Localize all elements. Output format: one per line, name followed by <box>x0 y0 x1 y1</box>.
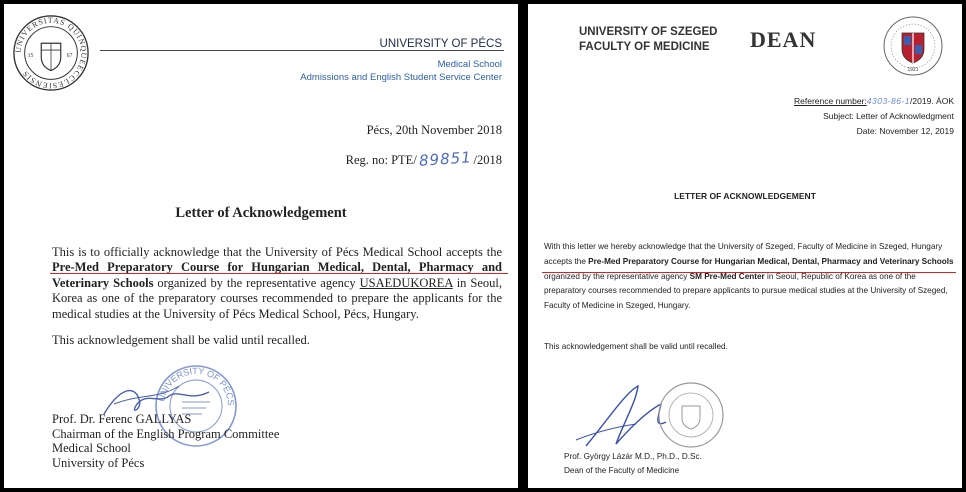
signature-block <box>52 412 279 470</box>
red-highlight-underline <box>50 273 508 274</box>
reg-handwritten-number: 89851 <box>418 148 473 170</box>
department-name: Admissions and English Student Service Center <box>300 72 502 83</box>
university-name-line1: UNIVERSITY OF SZEGED <box>579 26 718 38</box>
body-part-1: This is to officially acknowledge that the University of Pécs Medical School accepts the <box>52 245 502 259</box>
letter-body <box>544 240 954 314</box>
reg-suffix: /2018 <box>473 153 502 167</box>
signatory-name: Prof. Dr. Ferenc GALLYAS <box>52 412 192 426</box>
place-date: Pécs, 20th November 2018 <box>366 123 502 137</box>
header-rule <box>100 50 504 51</box>
seal-year-right: 67 <box>66 52 73 59</box>
szeged-letter <box>528 4 962 488</box>
ref-handwritten: 4303-86-1 <box>866 96 911 106</box>
dean-heading: DEAN <box>750 27 817 52</box>
letter-title: Letter of Acknowledgement <box>175 205 347 221</box>
registration-number <box>346 150 502 168</box>
seal-year-left: 15 <box>27 52 34 59</box>
seal-text: UNIVERSITAS QUINQUEECCLESIENSIS <box>13 15 89 91</box>
ref-label: Reference number: <box>794 96 867 106</box>
signature-block <box>564 450 702 478</box>
school-name: Medical School <box>437 59 502 70</box>
course-name: Pre-Med Preparatory Course for Hungarian Medical, Dental, Pharmacy and Veterinary Schools <box>588 256 954 266</box>
body-part-3: in Seoul, Korea as one of the preparatory courses recommended to prepare the applicants for the medical studies at the University of Pécs Medical School, Pécs, Hungary. <box>52 275 503 321</box>
signatory-role: Chairman of the English Program Committee <box>52 426 280 441</box>
signatory-name: Prof. György Lázár M.D., Ph.D., D.Sc. <box>564 452 702 461</box>
agency-name: SM Pre-Med Center <box>689 271 765 281</box>
signatory-university: University of Pécs <box>52 455 145 470</box>
university-name: UNIVERSITY OF PÉCS <box>374 38 502 50</box>
university-seal-icon <box>12 14 90 92</box>
faculty-seal-icon <box>882 15 944 77</box>
official-stamp-icon <box>656 380 726 450</box>
signatory-school: Medical School <box>52 441 131 456</box>
red-highlight-underline <box>542 272 956 273</box>
validity-statement: This acknowledgement shall be valid until recalled. <box>52 333 310 347</box>
pecs-letter <box>4 4 518 488</box>
subject-line: Subject: Letter of Acknowledgment <box>823 111 954 121</box>
body-part-1: With this letter we hereby acknowledge that the University of Szeged, Faculty of Medicine in Szeged, Hungary accepts the <box>544 242 943 266</box>
reference-number <box>794 96 954 106</box>
body-part-2: organized by the representative agency <box>153 275 360 290</box>
reg-prefix: Reg. no: PTE/ <box>345 153 417 167</box>
validity-statement: This acknowledgement shall be valid until recalled. <box>544 342 728 351</box>
body-part-2: organized by the representative agency <box>544 271 690 281</box>
signatory-role: Dean of the Faculty of Medicine <box>564 466 680 475</box>
letter-body <box>52 245 502 322</box>
stamp-text: UNIVERSITY OF PÉCS <box>156 365 237 406</box>
university-name-line2: FACULTY OF MEDICINE <box>579 41 710 53</box>
seal-year: 1921 <box>907 67 919 73</box>
ref-suffix: /2019. ÁOK <box>910 96 954 106</box>
letter-title: LETTER OF ACKNOWLEDGEMENT <box>674 191 816 201</box>
body-part-3: in Seoul, Republic of Korea as one of the preparatory courses recommended to prepare applicants to pursue medical studies at the University of Szeged, Faculty of Medicine in Szeged, Hungary. <box>544 271 948 311</box>
date-line: Date: November 12, 2019 <box>856 126 954 136</box>
course-name: Pre-Med Preparatory Course for Hungarian Medical, Dental, Pharmacy and Veterinary Schools <box>52 260 502 290</box>
agency-name: USAEDUKOREA <box>359 275 453 290</box>
